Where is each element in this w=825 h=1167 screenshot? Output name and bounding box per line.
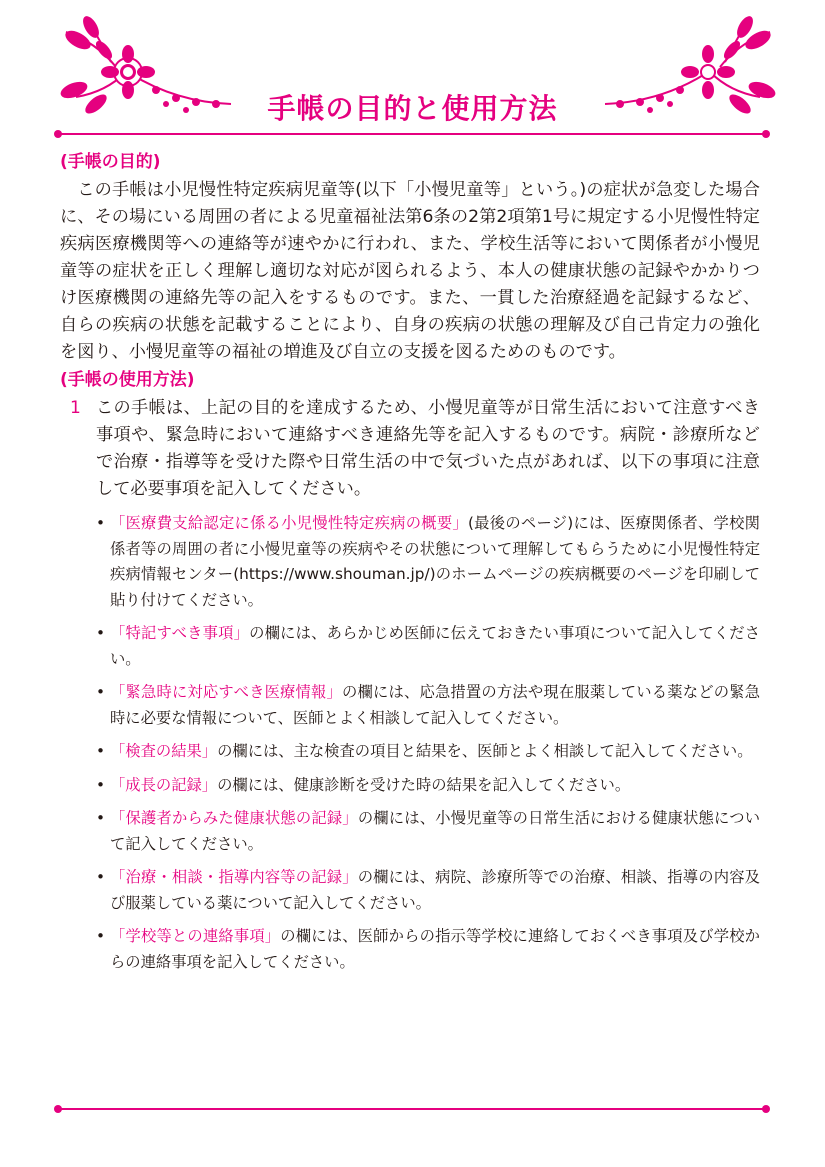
usage-bullet-list [60, 511, 760, 975]
bullet-highlight: 「学校等との連絡事項」 [110, 927, 281, 945]
bullet-text: の欄には、主な検査の項目と結果を、医師とよく相談して記入してください。 [217, 742, 753, 760]
bullet-highlight: 「検査の結果」 [110, 742, 218, 760]
bullet-icon: • [96, 927, 106, 945]
bullet-highlight: 「医療費支給認定に係る小児慢性特定疾病の概要」 [110, 514, 468, 532]
bullet-highlight: 「特記すべき事項」 [110, 624, 250, 642]
list-item [96, 680, 760, 731]
bullet-icon: • [96, 775, 106, 794]
list-item [96, 924, 760, 975]
usage-item-number: 1 [70, 398, 81, 418]
bullet-text: (最後のページ)には、医療関係者、学校関係者等の周囲の者に小慢児童等の疾病やその状態について理解してもらうために小児慢性特定疾病情報センター(https://www.shouman.jp/)のホームページの疾病概要のページを印刷して貼り付けてください。 [110, 514, 760, 609]
usage-heading: (手帳の使用方法) [60, 370, 195, 390]
bullet-icon: • [96, 683, 106, 701]
bullet-text: の欄には、応急措置の方法や現在服薬している薬などの緊急時に必要な情報について、医師とよく相談して記入してください。 [110, 683, 760, 727]
list-item [96, 773, 760, 799]
list-item [96, 865, 760, 916]
list-item [96, 621, 760, 672]
bullet-highlight: 「治療・相談・指導内容等の記録」 [110, 868, 358, 886]
bullet-icon: • [96, 868, 106, 886]
bottom-divider [58, 1108, 766, 1110]
page-title: 手帳の目的と使用方法 [267, 91, 558, 125]
bullet-text: の欄には、医師からの指示等学校に連絡しておくべき事項及び学校からの連絡事項を記入してください。 [110, 927, 760, 971]
bullet-text: の欄には、健康診断を受けた時の結果を記入してください。 [217, 775, 631, 794]
floral-ornament-right-icon [600, 12, 780, 122]
page-header [0, 0, 825, 140]
bullet-highlight: 「保護者からみた健康状態の記録」 [110, 809, 358, 827]
top-divider [58, 133, 766, 135]
bullet-text: の欄には、小慢児童等の日常生活における健康状態について記入してください。 [110, 809, 760, 853]
bullet-icon: • [96, 624, 106, 642]
list-item [96, 806, 760, 857]
bullet-highlight: 「成長の記録」 [110, 775, 218, 794]
main-content [60, 148, 760, 983]
bullet-icon: • [96, 742, 106, 760]
bullet-highlight: 「緊急時に対応すべき医療情報」 [110, 683, 343, 701]
bullet-icon: • [96, 809, 106, 827]
bullet-text: の欄には、あらかじめ医師に伝えておきたい事項について記入してください。 [110, 624, 760, 668]
purpose-paragraph: この手帳は小児慢性特定疾病児童等(以下「小慢児童等」という。)の症状が急変した場合に、その場にいる周囲の者による児童福祉法第6条の2第2項第1号に規定する小児慢性特定疾病医療機関等への連絡等が速やかに行われ、また、学校生活等において関係者が小慢児童等の症状を正しく理解し適切な対応が図られるよう、本人の健康状態の記録やかかりつけ医療機関の連絡先等の記入をするものです。また、一貫した治療経過を記録するなど、自らの疾病の状態を記載することにより、自身の疾病の状態の理解及び自己肯定力の強化を図り、小慢児童等の福祉の増進及び自立の支援を図るためのものです。 [60, 180, 760, 362]
bullet-icon: • [96, 514, 106, 532]
list-item [96, 739, 760, 765]
usage-item-text: この手帳は、上記の目的を達成するため、小慢児童等が日常生活において注意すべき事項や、緊急時において連絡すべき連絡先等を記入するものです。病院・診療所などで治療・指導等を受けた際や日常生活の中で気づいた点があれば、以下の事項に注意して必要事項を記入してください。 [96, 398, 760, 499]
usage-item [60, 395, 760, 503]
purpose-heading: (手帳の目的) [60, 152, 161, 172]
bullet-text: の欄には、病院、診療所等での治療、相談、指導の内容及び服薬している薬について記入してください。 [110, 868, 760, 912]
list-item [96, 511, 760, 613]
